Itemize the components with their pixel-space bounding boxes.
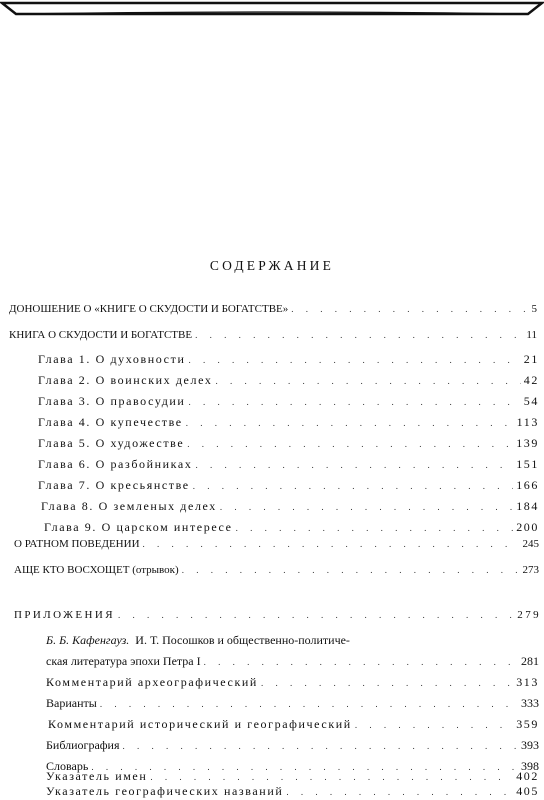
- toc-entry-label: Указатель географических названий: [46, 784, 284, 798]
- leader-dots: [261, 676, 513, 691]
- leader-dots: [188, 395, 520, 410]
- leader-dots: [204, 655, 518, 670]
- toc-entry-label: АЩЕ КТО ВОСХОЩЕТ (отрывок): [14, 564, 179, 576]
- toc-entry-page: 281: [521, 654, 539, 668]
- toc-entry-page: 245: [522, 538, 539, 550]
- toc-entry-page: 184: [516, 499, 539, 513]
- toc-entry-label: Указатель имен: [46, 769, 148, 783]
- leader-dots: [286, 785, 513, 800]
- toc-entry[interactable]: [46, 784, 539, 800]
- leader-dots: [195, 328, 523, 343]
- toc-entry-page: 11: [526, 329, 537, 341]
- toc-entry-page: 273: [522, 564, 539, 576]
- toc-entry-label: Глава 8. О земленых делех: [41, 499, 217, 513]
- toc-entry-label: Глава 5. О художестве: [38, 436, 185, 450]
- toc-entry-page: 359: [516, 717, 539, 731]
- toc-chapter-entry[interactable]: [38, 436, 539, 452]
- toc-entry[interactable]: [9, 302, 537, 317]
- toc-chapter-entry[interactable]: [38, 415, 539, 431]
- toc-entry-page: 151: [516, 457, 539, 471]
- toc-entry[interactable]: [9, 328, 537, 343]
- page-title: СОДЕРЖАНИЕ: [209, 258, 335, 273]
- leader-dots: [143, 537, 520, 552]
- toc-entry-label: Библиография: [46, 738, 120, 752]
- toc-entry-page: 5: [531, 303, 537, 315]
- toc-entry-label: Варианты: [46, 696, 97, 710]
- toc-article-line[interactable]: [46, 633, 350, 648]
- toc-entry-page: 405: [516, 784, 539, 798]
- leader-dots: [236, 521, 514, 536]
- leader-dots: [220, 500, 513, 515]
- toc-entry[interactable]: [46, 654, 539, 670]
- toc-chapter-entry[interactable]: [44, 520, 539, 536]
- leader-dots: [195, 458, 513, 473]
- leader-dots: [193, 479, 513, 494]
- toc-entry[interactable]: [46, 696, 539, 712]
- toc-entry-label: Глава 9. О царском интересе: [44, 520, 233, 534]
- toc-entry[interactable]: [14, 563, 539, 578]
- toc-entry-page: 139: [516, 436, 539, 450]
- toc-entry[interactable]: [46, 769, 539, 785]
- toc-entry-page: 42: [523, 373, 539, 387]
- toc-chapter-entry[interactable]: [38, 478, 539, 494]
- leader-dots: [123, 739, 519, 754]
- toc-entry-page: 113: [516, 415, 539, 429]
- toc-entry-page: 393: [521, 738, 539, 752]
- toc-entry[interactable]: [46, 738, 539, 754]
- toc-entry[interactable]: [46, 675, 539, 691]
- leader-dots: [150, 770, 513, 785]
- toc-entry-page: 200: [516, 520, 539, 534]
- leader-dots: [118, 608, 514, 623]
- toc-entry-page: 54: [523, 394, 539, 408]
- toc-entry-page: 313: [516, 675, 539, 689]
- toc-entry[interactable]: [14, 537, 539, 552]
- toc-entry-label: Глава 6. О разбойниках: [38, 457, 193, 471]
- toc-entry-page: 279: [517, 609, 541, 621]
- toc-entry-label: Глава 1. О духовности: [38, 352, 186, 366]
- toc-entry-label: Комментарий археографический: [46, 675, 258, 689]
- toc-entry-label: ДОНОШЕНИЕ О «КНИГЕ О СКУДОСТИ И БОГАТСТВЕ»: [9, 303, 289, 315]
- toc-chapter-entry[interactable]: [38, 394, 539, 410]
- toc-entry-page: 166: [516, 478, 539, 492]
- toc-entry-label: О РАТНОМ ПОВЕДЕНИИ: [14, 538, 140, 550]
- leader-dots: [355, 718, 513, 733]
- toc-entry-page: 398: [521, 759, 539, 773]
- article-author: Б. Б. Кафенгауз.: [46, 633, 130, 647]
- toc-chapter-entry[interactable]: [38, 373, 539, 389]
- toc-entry-page: 402: [516, 769, 539, 783]
- leader-dots: [187, 437, 513, 452]
- toc-chapter-entry[interactable]: [38, 352, 539, 368]
- leader-dots: [215, 374, 520, 389]
- toc-chapter-entry[interactable]: [41, 499, 539, 515]
- toc-chapter-entry[interactable]: [38, 457, 539, 473]
- toc-entry-label: КНИГА О СКУДОСТИ И БОГАТСТВЕ: [9, 329, 193, 341]
- toc-entry-label: Глава 2. О воинских делех: [38, 373, 213, 387]
- leader-dots: [188, 353, 520, 368]
- article-title-line1: И. Т. Посошков и общественно-политиче-: [135, 633, 350, 647]
- article-title-line2: ская литература эпохи Петра I: [46, 654, 201, 668]
- toc-entry[interactable]: [48, 717, 539, 733]
- toc-entry-label: Глава 4. О купечестве: [38, 415, 183, 429]
- leader-dots: [182, 563, 520, 578]
- toc-appendix-heading[interactable]: [14, 608, 541, 623]
- toc-entry-label: Комментарий исторический и географический: [48, 717, 352, 731]
- leader-dots: [186, 416, 514, 431]
- leader-dots: [100, 697, 518, 712]
- toc-entry-page: 21: [523, 352, 539, 366]
- toc-entry-page: 333: [521, 696, 539, 710]
- toc-entry-label: ПРИЛОЖЕНИЯ: [14, 609, 115, 621]
- toc-entry-label: Глава 3. О правосудии: [38, 394, 186, 408]
- leader-dots: [291, 302, 528, 317]
- toc-entry-label: Словарь: [46, 759, 89, 773]
- toc-entry-label: Глава 7. О кресьянстве: [38, 478, 190, 492]
